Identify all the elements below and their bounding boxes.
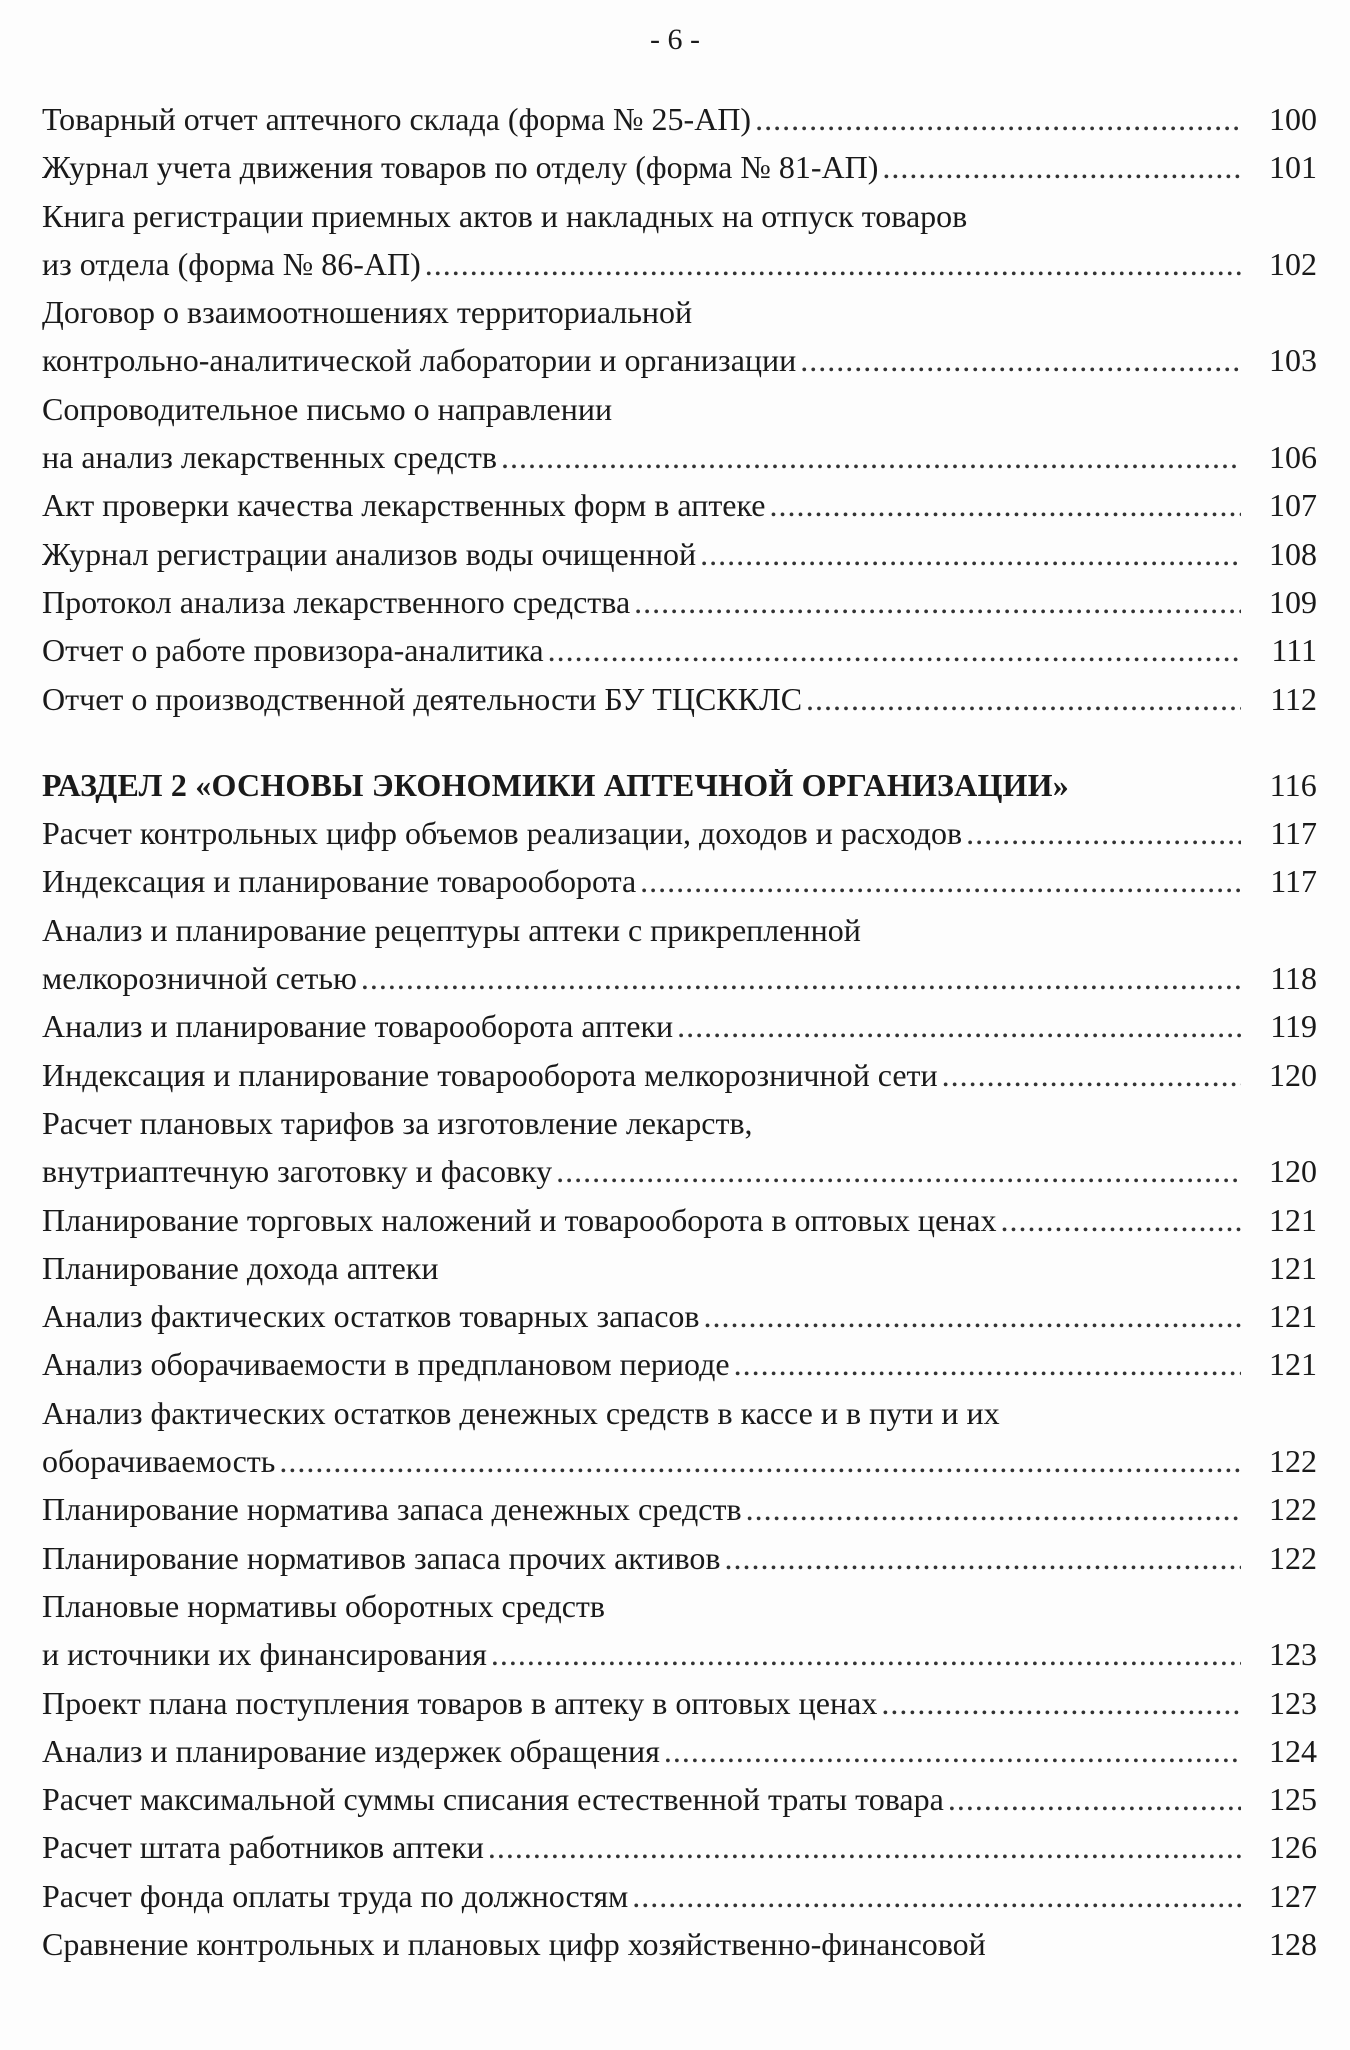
toc-entry bbox=[42, 1534, 1317, 1582]
toc-entry-line bbox=[42, 809, 1317, 857]
toc-page-ref: 121 bbox=[1269, 1201, 1317, 1238]
toc-entry-line bbox=[42, 385, 1317, 433]
toc-entry-line bbox=[42, 1437, 1317, 1485]
toc-entry bbox=[42, 1340, 1317, 1388]
toc-entry-title: контрольно-аналитической лаборатории и организации bbox=[42, 342, 797, 379]
toc-entry bbox=[42, 1775, 1317, 1823]
toc-entry-title: Планирование дохода аптеки bbox=[42, 1249, 439, 1286]
toc-entry-title: Журнал регистрации анализов воды очищенной bbox=[42, 535, 697, 572]
toc-part-2 bbox=[42, 809, 1317, 1968]
toc-entry-line bbox=[42, 240, 1317, 288]
dot-leader bbox=[677, 1002, 1241, 1050]
toc-entry-title: Товарный отчет аптечного склада (форма № 25-АП) bbox=[42, 101, 752, 137]
toc-entry-title: из отдела (форма № 86-АП) bbox=[42, 245, 421, 282]
dot-leader bbox=[755, 95, 1241, 143]
toc-page-ref: 112 bbox=[1270, 680, 1317, 717]
dot-leader bbox=[700, 530, 1241, 578]
toc-page-ref: 108 bbox=[1269, 535, 1317, 572]
toc-entry-title: Индексация и планирование товарооборота мелкорозничной сети bbox=[42, 1056, 938, 1093]
dot-leader bbox=[361, 954, 1241, 1002]
toc-entry-title: и источники их финансирования bbox=[42, 1636, 487, 1673]
toc-entry-line bbox=[42, 1727, 1317, 1775]
toc-page-ref: 111 bbox=[1271, 632, 1317, 669]
toc-entry bbox=[42, 481, 1317, 529]
toc-entry-title: Анализ и планирование издержек обращения bbox=[42, 1732, 660, 1769]
toc-page-ref: 125 bbox=[1269, 1781, 1317, 1818]
toc-entry-line bbox=[42, 1679, 1317, 1727]
toc-entry-line bbox=[42, 954, 1317, 1002]
toc-page-ref: 118 bbox=[1270, 960, 1317, 997]
toc-entry bbox=[42, 192, 1317, 289]
dot-leader bbox=[948, 1775, 1241, 1823]
toc-entry bbox=[42, 1051, 1317, 1099]
toc-page-ref: 117 bbox=[1270, 863, 1317, 900]
page-number: - 6 - bbox=[650, 23, 700, 56]
toc-entry-title: Планирование норматива запаса денежных средств bbox=[42, 1491, 742, 1528]
toc-entry-line bbox=[42, 1823, 1317, 1871]
section-heading-line bbox=[42, 761, 1317, 809]
toc-entry-line bbox=[42, 578, 1317, 626]
toc-entry-line bbox=[42, 1534, 1317, 1582]
toc-entry-line bbox=[42, 1340, 1317, 1388]
toc-entry-title: Расчет штата работников аптеки bbox=[42, 1829, 484, 1866]
toc-entry bbox=[42, 385, 1317, 482]
toc-entry bbox=[42, 1582, 1317, 1679]
toc-entry-title: Сопроводительное письмо о направлении bbox=[42, 390, 613, 427]
toc-entry-title: Протокол анализа лекарственного средства bbox=[42, 583, 631, 620]
toc-entry-line bbox=[42, 1920, 1317, 1968]
toc-page-ref: 123 bbox=[1269, 1636, 1317, 1673]
dot-leader bbox=[966, 809, 1241, 857]
toc-page-ref: 126 bbox=[1269, 1829, 1317, 1866]
toc-entry bbox=[42, 1292, 1317, 1340]
toc-entry bbox=[42, 906, 1317, 1003]
toc-entry-title: Расчет максимальной суммы списания естественной траты товара bbox=[42, 1781, 944, 1818]
dot-leader bbox=[769, 481, 1241, 529]
toc-page-ref: 102 bbox=[1269, 245, 1317, 282]
toc-entry bbox=[42, 1920, 1317, 1968]
toc-entry-line bbox=[42, 530, 1317, 578]
toc-entry-title: оборачиваемость bbox=[42, 1443, 276, 1480]
toc-entry bbox=[42, 1196, 1317, 1244]
toc-entry-title: Планирование торговых наложений и товарооборота в оптовых ценах bbox=[42, 1201, 997, 1238]
dot-leader bbox=[746, 1485, 1241, 1533]
toc-entry-line bbox=[42, 1389, 1317, 1437]
toc-page-ref: 121 bbox=[1269, 1249, 1317, 1286]
toc-entry-title: Плановые нормативы оборотных средств bbox=[42, 1587, 606, 1624]
dot-leader bbox=[664, 1727, 1241, 1775]
toc-entry-line bbox=[42, 626, 1317, 674]
toc-entry-line bbox=[42, 1582, 1317, 1630]
toc-page-ref: 127 bbox=[1269, 1877, 1317, 1914]
toc-entry-title: Отчет о работе провизора-аналитика bbox=[42, 632, 544, 669]
section-heading bbox=[42, 761, 1317, 809]
toc-entry-title: Анализ оборачиваемости в предплановом периоде bbox=[42, 1346, 730, 1383]
dot-leader bbox=[725, 1534, 1241, 1582]
toc-entry-line bbox=[42, 1244, 1317, 1292]
toc-page-ref: 117 bbox=[1270, 815, 1317, 852]
dot-leader bbox=[882, 143, 1241, 191]
toc-page-ref: 122 bbox=[1269, 1539, 1317, 1576]
toc-entry-title: Договор о взаимоотношениях территориальной bbox=[42, 294, 693, 331]
toc-entry bbox=[42, 626, 1317, 674]
dot-leader bbox=[279, 1437, 1241, 1485]
toc-entry-line bbox=[42, 1099, 1317, 1147]
toc-entry-title: Индексация и планирование товарооборота bbox=[42, 863, 637, 900]
section-page-ref: 116 bbox=[1269, 766, 1317, 803]
dot-leader bbox=[488, 1823, 1241, 1871]
dot-leader bbox=[548, 626, 1241, 674]
toc-entry-title: Расчет фонда оплаты труда по должностям bbox=[42, 1877, 629, 1914]
toc-entry bbox=[42, 530, 1317, 578]
toc-page-ref: 121 bbox=[1269, 1298, 1317, 1335]
toc-entry bbox=[42, 809, 1317, 857]
toc-entry-title: Анализ фактических остатков товарных запасов bbox=[42, 1298, 700, 1335]
toc-entry-title: Проект плана поступления товаров в аптеку в оптовых ценах bbox=[42, 1684, 878, 1721]
toc-entry bbox=[42, 675, 1317, 723]
toc-page-ref: 120 bbox=[1269, 1153, 1317, 1190]
toc-entry bbox=[42, 95, 1317, 143]
toc-entry-line bbox=[42, 336, 1317, 384]
dot-leader bbox=[491, 1630, 1241, 1678]
toc-entry bbox=[42, 1872, 1317, 1920]
toc-page-ref: 100 bbox=[1269, 101, 1317, 137]
toc-page-ref: 123 bbox=[1269, 1684, 1317, 1721]
toc-page-ref: 109 bbox=[1269, 583, 1317, 620]
toc-entry bbox=[42, 1823, 1317, 1871]
toc-entry-title: Анализ и планирование товарооборота аптеки bbox=[42, 1008, 674, 1045]
toc-entry bbox=[42, 1244, 1317, 1292]
toc-page-ref: 120 bbox=[1269, 1056, 1317, 1093]
dot-leader bbox=[704, 1292, 1242, 1340]
toc-entry-line bbox=[42, 1147, 1317, 1195]
dot-leader bbox=[800, 336, 1241, 384]
toc-entry-line bbox=[42, 1002, 1317, 1050]
toc-entry-title: на анализ лекарственных средств bbox=[42, 439, 497, 476]
toc-page-ref: 122 bbox=[1269, 1443, 1317, 1480]
toc-entry bbox=[42, 1727, 1317, 1775]
toc-page-ref: 128 bbox=[1269, 1925, 1317, 1962]
toc-entry-line bbox=[42, 143, 1317, 191]
toc-page-ref: 119 bbox=[1270, 1008, 1317, 1045]
toc-entry-title: Расчет контрольных цифр объемов реализации, доходов и расходов bbox=[42, 815, 963, 852]
section-title: РАЗДЕЛ 2 «ОСНОВЫ ЭКОНОМИКИ АПТЕЧНОЙ ОРГАНИЗАЦИИ» bbox=[42, 766, 1069, 803]
toc-entry-line bbox=[42, 192, 1317, 240]
dot-leader bbox=[1001, 1196, 1242, 1244]
toc-entry bbox=[42, 578, 1317, 626]
toc-entry bbox=[42, 1485, 1317, 1533]
dot-leader bbox=[806, 675, 1241, 723]
toc-entry-line bbox=[42, 95, 1317, 143]
toc-entry-line bbox=[42, 1051, 1317, 1099]
toc-entry-title: Анализ и планирование рецептуры аптеки с прикрепленной bbox=[42, 911, 861, 948]
dot-leader bbox=[640, 857, 1241, 905]
toc-entry bbox=[42, 1099, 1317, 1196]
toc-entry-line bbox=[42, 1292, 1317, 1340]
toc-entry-title: Отчет о производственной деятельности БУ ТЦСККЛС bbox=[42, 680, 803, 717]
toc-entry-line bbox=[42, 433, 1317, 481]
toc-entry-title: Анализ фактических остатков денежных средств в кассе и в пути и их bbox=[42, 1394, 1000, 1431]
toc-entry-line bbox=[42, 906, 1317, 954]
toc-entry-title: мелкорозничной сетью bbox=[42, 960, 357, 997]
toc-entry-title: Расчет плановых тарифов за изготовление лекарств, bbox=[42, 1104, 753, 1141]
dot-leader bbox=[881, 1679, 1241, 1727]
toc-entry bbox=[42, 288, 1317, 385]
toc-entry bbox=[42, 143, 1317, 191]
toc-entry-line bbox=[42, 481, 1317, 529]
toc-entry-line bbox=[42, 675, 1317, 723]
toc-entry bbox=[42, 1389, 1317, 1486]
toc-entry-title: Планирование нормативов запаса прочих активов bbox=[42, 1539, 721, 1576]
toc-entry-line bbox=[42, 288, 1317, 336]
toc-page-ref: 107 bbox=[1269, 487, 1317, 524]
dot-leader bbox=[632, 1872, 1241, 1920]
toc-entry-title: Сравнение контрольных и плановых цифр хозяйственно-финансовой bbox=[42, 1925, 986, 1962]
toc-entry bbox=[42, 1679, 1317, 1727]
toc-entry-line bbox=[42, 1775, 1317, 1823]
toc-page-ref: 124 bbox=[1269, 1732, 1317, 1769]
toc-page-ref: 122 bbox=[1269, 1491, 1317, 1528]
dot-leader bbox=[734, 1340, 1241, 1388]
toc-page-ref: 101 bbox=[1269, 149, 1317, 186]
dot-leader bbox=[942, 1051, 1241, 1099]
toc-entry-line bbox=[42, 1872, 1317, 1920]
toc-entry-line bbox=[42, 1485, 1317, 1533]
dot-leader bbox=[501, 433, 1241, 481]
toc-entry-line bbox=[42, 1630, 1317, 1678]
dot-leader bbox=[556, 1147, 1241, 1195]
toc-entry bbox=[42, 1002, 1317, 1050]
toc-page-ref: 106 bbox=[1269, 439, 1317, 476]
toc-entry-title: Акт проверки качества лекарственных форм в аптеке bbox=[42, 487, 766, 524]
toc-page-ref: 103 bbox=[1269, 342, 1317, 379]
toc-entry-line bbox=[42, 857, 1317, 905]
dot-leader bbox=[634, 578, 1241, 626]
toc-entry-title: внутриаптечную заготовку и фасовку bbox=[42, 1153, 553, 1190]
toc-entry bbox=[42, 857, 1317, 905]
section-gap bbox=[42, 723, 1317, 761]
table-of-contents bbox=[42, 95, 1317, 1968]
toc-entry-title: Книга регистрации приемных актов и накладных на отпуск товаров bbox=[42, 197, 968, 234]
toc-entry-title: Журнал учета движения товаров по отделу (форма № 81-АП) bbox=[42, 149, 879, 186]
toc-part-1 bbox=[42, 95, 1317, 723]
toc-entry-line bbox=[42, 1196, 1317, 1244]
toc-page-ref: 121 bbox=[1269, 1346, 1317, 1383]
dot-leader bbox=[425, 240, 1241, 288]
